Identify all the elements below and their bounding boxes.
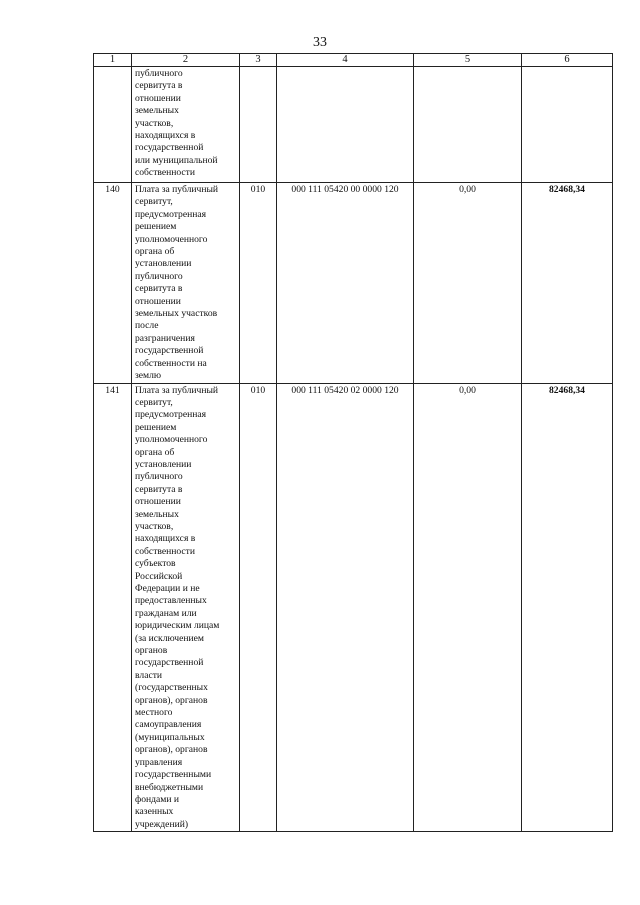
table-row [94, 383, 613, 832]
column-header: 3 [240, 54, 277, 67]
description-line: учреждений) [135, 818, 189, 830]
description-line: предусмотренная [135, 409, 207, 421]
description-line: уполномоченного [135, 434, 208, 446]
value-column-5: 0,00 [414, 383, 522, 832]
description-line: установлении [135, 258, 192, 270]
description-line: казенных [135, 806, 174, 818]
row-number [94, 67, 132, 183]
description-line: Российской [135, 570, 183, 582]
description-line: гражданам или [135, 607, 197, 619]
page-number: 33 [313, 35, 327, 50]
description-line: органов), органов [135, 694, 208, 706]
description-line: земельных [135, 508, 179, 520]
admin-code: 010 [240, 383, 277, 832]
description-line: отношении [135, 295, 181, 307]
description-line: решением [135, 421, 177, 433]
description-line: предусмотренная [135, 208, 207, 220]
description-line: Плата за публичный [135, 384, 219, 396]
budget-classification-code [277, 67, 414, 183]
row-description [132, 67, 240, 183]
table-row [94, 67, 613, 183]
description-line: сервитут, [135, 396, 173, 408]
value-column-6 [522, 67, 613, 183]
column-header: 2 [132, 54, 240, 67]
description-line: собственности [135, 167, 196, 179]
description-line: сервитута в [135, 80, 183, 92]
description-line: местного [135, 707, 173, 719]
description-line: разграничения [135, 332, 195, 344]
description-line: находящихся в [135, 130, 196, 142]
description-line: отношении [135, 92, 181, 104]
description-line: уполномоченного [135, 233, 208, 245]
budget-classification-code: 000 111 05420 02 0000 120 [277, 383, 414, 832]
description-line: власти [135, 669, 163, 681]
row-description [132, 183, 240, 384]
description-line: государственными [135, 769, 212, 781]
description-line: публичного [135, 471, 183, 483]
budget-classification-code: 000 111 05420 00 0000 120 [277, 183, 414, 384]
description-line: (государственных [135, 682, 208, 694]
description-line: сервитута в [135, 283, 183, 295]
description-line: органов), органов [135, 744, 208, 756]
description-line: (муниципальных [135, 731, 205, 743]
description-line: собственности [135, 545, 196, 557]
column-header: 1 [94, 54, 132, 67]
table-row [94, 183, 613, 384]
description-line: землю [135, 370, 162, 382]
description-line: или муниципальной [135, 154, 218, 166]
description-line: государственной [135, 345, 204, 357]
description-line: Плата за публичный [135, 184, 219, 195]
description-line: органа об [135, 246, 175, 258]
value-column-6: 82468,34 [522, 183, 613, 384]
description-line: управления [135, 756, 183, 768]
description-line: сервитут, [135, 196, 173, 208]
description-line: (за исключением [135, 632, 204, 644]
description-line: собственности на [135, 357, 207, 369]
description-line: земельных участков [135, 308, 218, 320]
description-line: фондами и [135, 793, 180, 805]
value-column-5 [414, 67, 522, 183]
description-line: публичного [135, 68, 183, 79]
description-line: сервитута в [135, 483, 183, 495]
description-line: юридическим лицам [135, 620, 220, 632]
description-line: публичного [135, 270, 183, 282]
row-number: 140 [94, 183, 132, 384]
description-line: установлении [135, 458, 192, 470]
description-line: земельных [135, 105, 179, 117]
description-line: отношении [135, 496, 181, 508]
column-header: 5 [414, 54, 522, 67]
row-description [132, 383, 240, 832]
description-line: внебюджетными [135, 781, 204, 793]
table-header-row [94, 54, 613, 67]
description-line: государственной [135, 142, 204, 154]
description-line: самоуправления [135, 719, 202, 731]
description-line: решением [135, 221, 177, 233]
description-line: органов [135, 645, 168, 657]
description-line: участков, [135, 520, 174, 532]
admin-code [240, 67, 277, 183]
column-header: 4 [277, 54, 414, 67]
description-line: Федерации и не [135, 583, 200, 594]
description-line: после [135, 320, 159, 332]
description-line: государственной [135, 657, 204, 669]
column-header: 6 [522, 54, 613, 67]
description-line: находящихся в [135, 533, 196, 545]
description-line: предоставленных [135, 595, 207, 607]
value-column-6: 82468,34 [522, 383, 613, 832]
description-line: субъектов [135, 558, 176, 570]
description-line: органа об [135, 446, 175, 458]
row-number: 141 [94, 383, 132, 832]
description-line: участков, [135, 117, 174, 129]
budget-table [93, 53, 613, 832]
value-column-5: 0,00 [414, 183, 522, 384]
admin-code: 010 [240, 183, 277, 384]
